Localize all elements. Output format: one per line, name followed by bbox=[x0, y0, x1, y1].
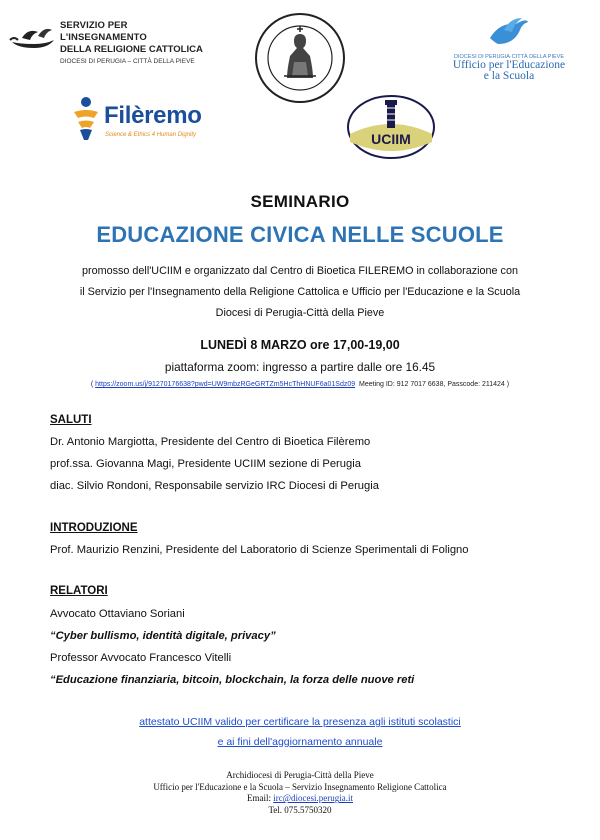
attestato-line1: attestato UCIIM valido per certificare la presenza agli istituti scolastici bbox=[139, 716, 461, 728]
fileremo-logo bbox=[68, 96, 248, 148]
lighthouse-icon bbox=[346, 94, 436, 160]
saluti-line-1: Dr. Antonio Margiotta, Presidente del Centro di Bioetica Filèremo bbox=[50, 436, 371, 448]
talk-1-title: “Cyber bullismo, identità digitale, privacy” bbox=[50, 630, 276, 642]
ufficio-line2: e la Scuola bbox=[483, 70, 535, 82]
speaker-2: Professor Avvocato Francesco Vitelli bbox=[50, 652, 232, 664]
footer-email-label: Email: bbox=[246, 793, 271, 804]
ufficio-educazione-logo bbox=[448, 16, 570, 82]
footer-tel: Tel. 075.5750320 bbox=[268, 804, 332, 815]
attestato-line2: e ai fini dell'aggiornamento annuale bbox=[217, 736, 383, 748]
fileremo-name: Filèremo bbox=[104, 102, 202, 129]
zoom-link[interactable]: https://zoom.us/j/91270176638?pwd=UW9mbzRGeGRTZm5HcThHNUF6a01Sdz09 bbox=[95, 381, 356, 388]
event-platform: piattaforma zoom: ingresso a partire dalle ore 16.45 bbox=[164, 360, 436, 374]
fileremo-person-icon bbox=[68, 96, 102, 142]
servizio-line3: DIOCESI DI PERUGIA – CITTÀ DELLA PIEVE bbox=[60, 58, 195, 65]
promo-block bbox=[0, 261, 600, 324]
ufficio-line1: Ufficio per l'Educazione bbox=[452, 59, 566, 71]
attestato-block bbox=[0, 712, 600, 752]
close-paren: ) bbox=[506, 381, 510, 388]
meeting-id-text: Meeting ID: 912 7017 6638, Passcode: 211424 bbox=[359, 381, 505, 388]
diocese-seal-logo bbox=[254, 12, 346, 104]
saluti-line-3: diac. Silvio Rondoni, Responsabile servizio IRC Diocesi di Perugia bbox=[50, 480, 379, 492]
page-title: EDUCAZIONE CIVICA NELLE SCUOLE bbox=[96, 222, 504, 247]
seal-icon bbox=[254, 12, 346, 104]
footer-email-row bbox=[0, 793, 600, 805]
introduzione-heading: INTRODUZIONE bbox=[50, 522, 138, 534]
seminario-label: SEMINARIO bbox=[250, 192, 350, 211]
event-date: LUNEDÌ 8 MARZO ore 17,00-19,00 bbox=[200, 338, 400, 352]
footer-line1: Archidiocesi di Perugia-Città della Pieve bbox=[226, 770, 374, 780]
dove-icon bbox=[486, 16, 530, 52]
promo-line3: Diocesi di Perugia-Città della Pieve bbox=[215, 307, 385, 319]
relatori-heading: RELATORI bbox=[50, 585, 108, 597]
fileremo-tagline: Science & Ethics 4 Human Dignity bbox=[105, 132, 197, 138]
footer-email-link[interactable]: irc@diocesi.perugia.it bbox=[273, 793, 353, 804]
promo-line1: promosso dell'UCIIM e organizzato dal Centro di Bioetica FILEREMO in collaborazione con bbox=[82, 265, 518, 277]
talk-2-title: “Educazione finanziaria, bitcoin, blockchain, la forza delle nuove reti bbox=[50, 674, 415, 686]
meeting-info bbox=[0, 381, 600, 388]
servizio-line1: SERVIZIO PER L'INSEGNAMENTO bbox=[60, 20, 147, 43]
open-paren: ( bbox=[90, 381, 94, 388]
uciim-logo bbox=[346, 94, 436, 160]
saluti-line-2: prof.ssa. Giovanna Magi, Presidente UCIIM sezione di Perugia bbox=[50, 458, 361, 470]
servizio-irc-logo bbox=[8, 14, 208, 64]
ufficio-diocese-text: DIOCESI DI PERUGIA·CITTÀ DELLA PIEVE bbox=[453, 54, 565, 60]
servizio-line2: DELLA RELIGIONE CATTOLICA bbox=[60, 44, 203, 55]
footer-line2: Ufficio per l'Educazione e la Scuola – Servizio Insegnamento Religione Cattolica bbox=[153, 781, 447, 792]
introduzione-line: Prof. Maurizio Renzini, Presidente del Laboratorio di Scienze Sperimentali di Foligno bbox=[50, 544, 469, 556]
lamp-icon bbox=[8, 18, 58, 58]
speaker-1: Avvocato Ottaviano Soriani bbox=[50, 608, 185, 620]
uciim-text: UCIIM bbox=[371, 131, 411, 147]
footer bbox=[0, 770, 600, 816]
promo-line2: il Servizio per l'Insegnamento della Religione Cattolica e Ufficio per l'Educazione e la Scuola bbox=[79, 286, 521, 298]
saluti-heading: SALUTI bbox=[50, 414, 92, 426]
